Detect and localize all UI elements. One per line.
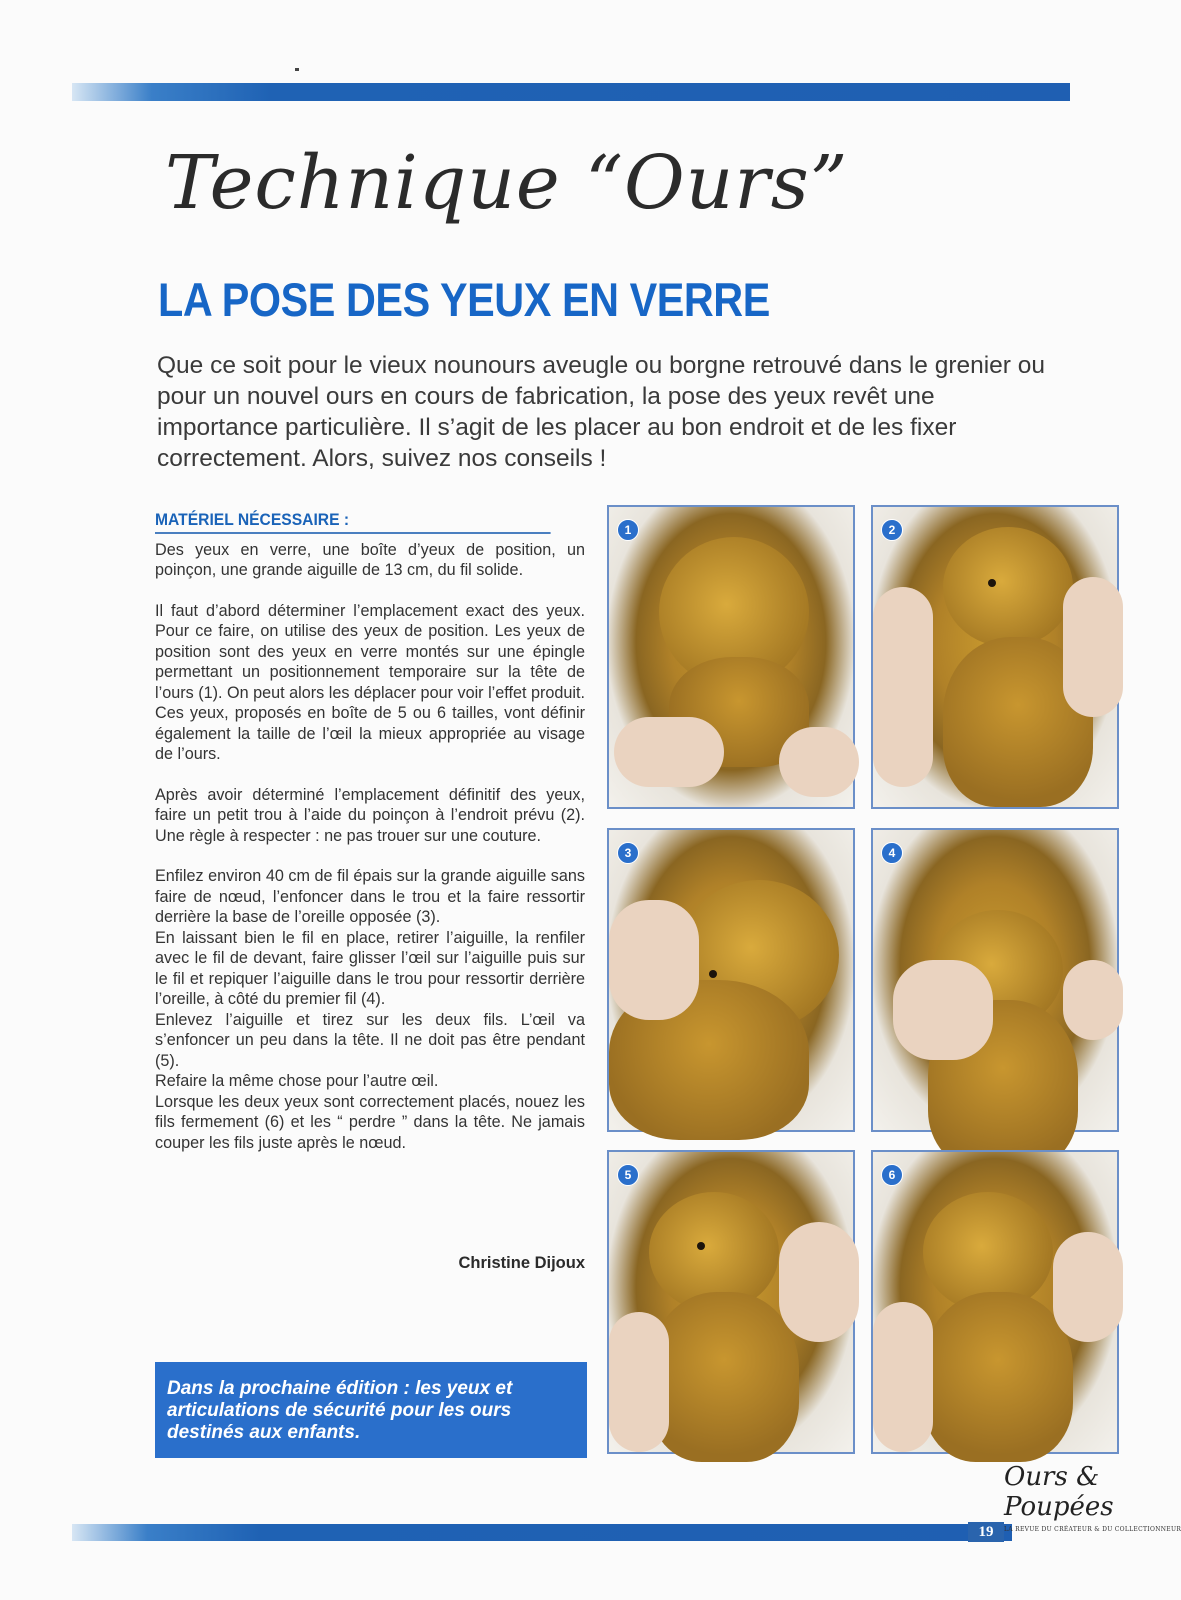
photo-step-2 [871,505,1119,809]
step-badge: 4 [881,842,903,864]
photo-step-1 [607,505,855,809]
logo-text: Ours & Poupées [1004,1462,1114,1522]
bear-body [923,1292,1073,1462]
intro-paragraph: Que ce soit pour le vieux nounours aveugle ou borgne retrouvé dans le grenier ou pour un nouvel ours en cours de fabrication, la pose des yeux revêt une importance particulière. Il s’agit de les placer au bon endroit et de les fixer correctement. Alors, suivez nos conseils ! [157,352,1046,472]
script-title: Technique “Ours” [165,140,849,226]
paragraph-step-5: Enlevez l’aiguille et tirez sur les deux fils. L’œil va s’enfoncer un peu dans la tête. Il ne doit pas être pendant (5). [155,1010,585,1070]
bottom-decorative-bar [72,1524,1012,1541]
step-badge: 3 [617,842,639,864]
next-edition-box: Dans la prochaine édition : les yeux et articulations de sécurité pour les ours destinés aux enfants. [155,1362,587,1458]
paragraph-step-1: Il faut d’abord déterminer l’emplacement exact des yeux. Pour ce faire, on utilise des yeux de position. Les yeux de position sont des yeux en verre montés sur une épingle permettant un positionnement temporaire sur la tête de l’ours (1). On peut alors les déplacer pour voir l’effet produit. Ces yeux, proposés en boîte de 5 ou 6 tailles, vont définir également la taille de l’œil la mieux appropriée au visage de l’ours. [155,601,585,763]
hand [873,1302,933,1452]
photo-step-3 [607,828,855,1132]
paragraph-other-eye: Refaire la même chose pour l’autre œil. [155,1072,439,1090]
page-number: 19 [968,1522,1004,1542]
speck [295,68,299,71]
bear-eye [697,1242,705,1250]
step-badge: 2 [881,519,903,541]
bear-body [649,1292,799,1462]
paragraph-step-4: En laissant bien le fil en place, retirer l’aiguille, la renfiler avec le fil de devant, faire glisser l’œil sur l’aiguille puis sur le fil et repiquer l’aiguille dans le trou pour ressortir derrière l’oreille, à côté du premier fil (4). [155,928,585,1008]
bear-eye [709,970,717,978]
photo-step-4 [871,828,1119,1132]
hand [609,1312,669,1452]
logo-tagline: LA REVUE DU CRÉATEUR & DU COLLECTIONNEUR [1004,1526,1181,1533]
step-badge: 5 [617,1164,639,1186]
paragraph-step-6: Lorsque les deux yeux sont correctement placés, nouez les fils fermement (6) et les “ perdre ” dans la tête. Ne jamais couper les fils juste après le nœud. [155,1092,585,1152]
step-badge: 1 [617,519,639,541]
hand [893,960,993,1060]
page-headline: LA POSE DES YEUX EN VERRE [158,273,770,326]
photo-step-6 [871,1150,1119,1454]
step-badge: 6 [881,1164,903,1186]
paragraph-step-3: Enfilez environ 40 cm de fil épais sur la grande aiguille sans faire de nœud, l’enfoncer dans le trou et la faire ressortir derrière la base de l’oreille opposée (3). [155,867,585,926]
hand [609,900,699,1020]
hand [1063,577,1123,717]
section-title: MATÉRIEL NÉCESSAIRE : [155,510,551,534]
article-column [155,510,585,1153]
paragraph-materials: Des yeux en verre, une boîte d’yeux de position, un poinçon, une grande aiguille de 13 cm, du fil solide. [155,540,585,579]
hand [614,717,724,787]
author-signature: Christine Dijoux [458,1254,585,1272]
hand [779,1222,859,1342]
bear-head [943,527,1073,647]
top-decorative-bar [72,83,1070,101]
hand [779,727,859,797]
magazine-logo [1004,1462,1181,1533]
hand [1063,960,1123,1040]
hand [1053,1232,1123,1342]
paragraph-step-2: Après avoir déterminé l’emplacement définitif des yeux, faire un petit trou à l’aide du poinçon à l’endroit prévu (2). Une règle à respecter : ne pas trouer sur une couture. [155,785,585,845]
hand [873,587,933,787]
bear-eye [988,579,996,587]
photo-step-5 [607,1150,855,1454]
